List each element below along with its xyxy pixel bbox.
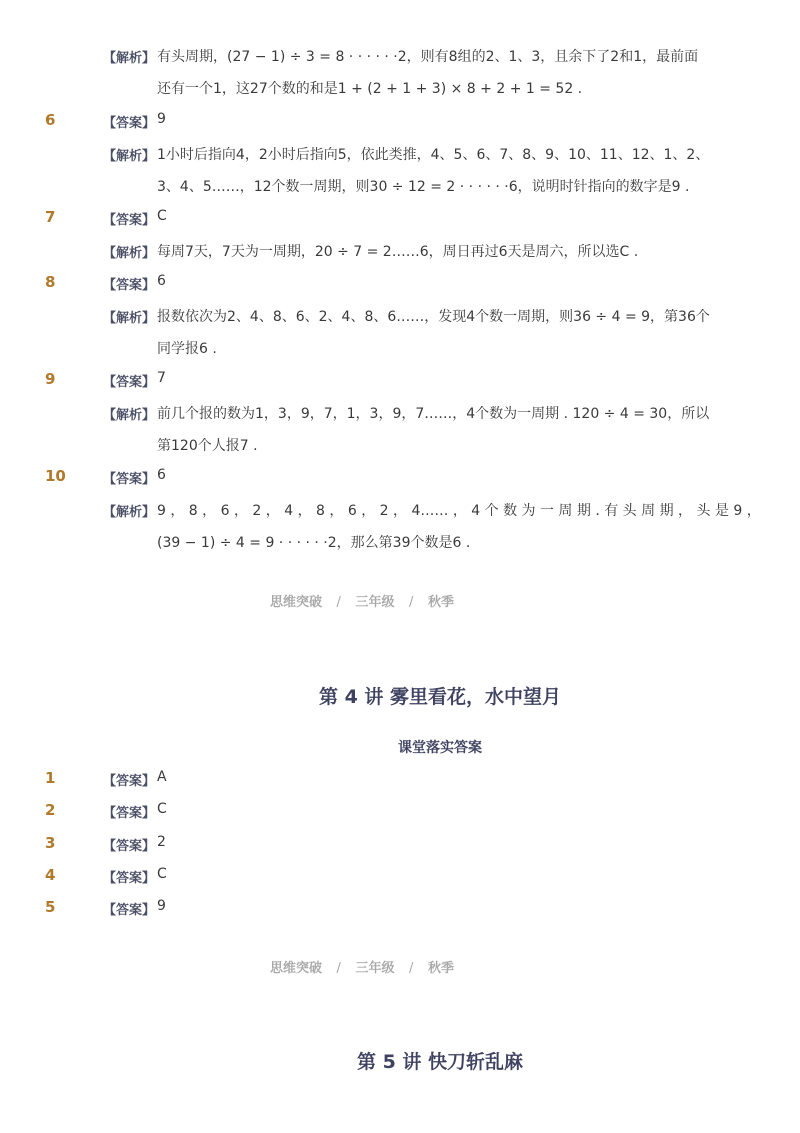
analysis-line: 9 ， 8 ， 6 ， 2 ， 4 ， 8 ， 6 ， 2 ， 4…… ， 4 个 数 为 一 周 期 . 有 头 周 期 ， 头 是 9 ， [157,503,761,519]
answer-value: 7 [157,370,166,386]
footer-series: 思维突破 [270,595,323,610]
section-subtitle: 课堂落实答案 [398,740,482,756]
question-number: 6 [45,111,56,129]
page-footer [270,957,454,976]
answer-value: 9 [157,898,166,914]
analysis-line: 同学报6 . [157,341,217,357]
analysis-line: (39 − 1) ÷ 4 = 9 · · · · · ·2，那么第39个数是6 . [157,535,471,551]
answer-tag: 【答案】 [103,278,156,293]
answer-value: C [157,208,167,224]
analysis-tag: 【解析】 [103,505,156,520]
analysis-line: 报数依次为2、4、8、6、2、4、8、6……，发现4个数一周期，则36 ÷ 4 = 9，第36个 [157,309,710,325]
footer-grade: 三年级 [355,595,395,610]
answer-tag: 【答案】 [103,472,156,487]
answer-tag: 【答案】 [103,774,156,789]
analysis-tag: 【解析】 [103,149,156,164]
answer-tag: 【答案】 [103,116,156,131]
footer-separator: / [409,595,414,610]
question-number: 9 [45,370,56,388]
footer-series: 思维突破 [270,961,323,976]
answer-tag: 【答案】 [103,213,156,228]
footer-grade: 三年级 [355,961,395,976]
analysis-tag: 【解析】 [103,51,156,66]
answer-value: A [157,769,167,785]
footer-separator: / [336,961,341,976]
question-number: 4 [45,866,56,884]
answer-tag: 【答案】 [103,806,156,821]
answer-value: C [157,801,167,817]
answer-tag: 【答案】 [103,903,156,918]
analysis-line: 还有一个1，这27个数的和是1 + (2 + 1 + 3) × 8 + 2 + 1 = 52 . [157,81,583,97]
analysis-line: 有头周期，(27 − 1) ÷ 3 = 8 · · · · · ·2，则有8组的2、1、3，且余下了2和1，最前面 [157,49,699,65]
answer-value: 6 [157,467,166,483]
analysis-tag: 【解析】 [103,246,156,261]
question-number: 8 [45,273,56,291]
answer-value: 9 [157,111,166,127]
analysis-line: 3、4、5……，12个数一周期，则30 ÷ 12 = 2 · · · · · ·6，说明时针指向的数字是9 . [157,179,690,195]
answer-value: 6 [157,273,166,289]
question-number: 2 [45,801,56,819]
question-number: 3 [45,834,56,852]
question-number: 1 [45,769,56,787]
footer-separator: / [336,595,341,610]
analysis-line: 每周7天，7天为一周期，20 ÷ 7 = 2……6，周日再过6天是周六，所以选C . [157,244,639,260]
footer-term: 秋季 [427,961,454,976]
answer-tag: 【答案】 [103,375,156,390]
answer-tag: 【答案】 [103,871,156,886]
answer-value: 2 [157,834,166,850]
analysis-tag: 【解析】 [103,311,156,326]
question-number: 10 [45,467,66,485]
question-number: 5 [45,898,56,916]
footer-term: 秋季 [427,595,454,610]
analysis-tag: 【解析】 [103,408,156,423]
analysis-line: 第120个人报7 . [157,438,258,454]
answer-value: C [157,866,167,882]
question-number: 7 [45,208,56,226]
answer-tag: 【答案】 [103,839,156,854]
lecture-title: 第 5 讲 快刀斩乱麻 [356,1051,524,1073]
page-footer [270,591,454,610]
lecture-title: 第 4 讲 雾里看花，水中望月 [318,686,562,708]
analysis-line: 前几个报的数为1，3，9，7，1，3，9，7……，4个数为一周期 . 120 ÷ 4 = 30，所以 [157,406,710,422]
analysis-line: 1小时后指向4，2小时后指向5，依此类推，4、5、6、7、8、9、10、11、12、1、2、 [157,147,710,163]
footer-separator: / [409,961,414,976]
